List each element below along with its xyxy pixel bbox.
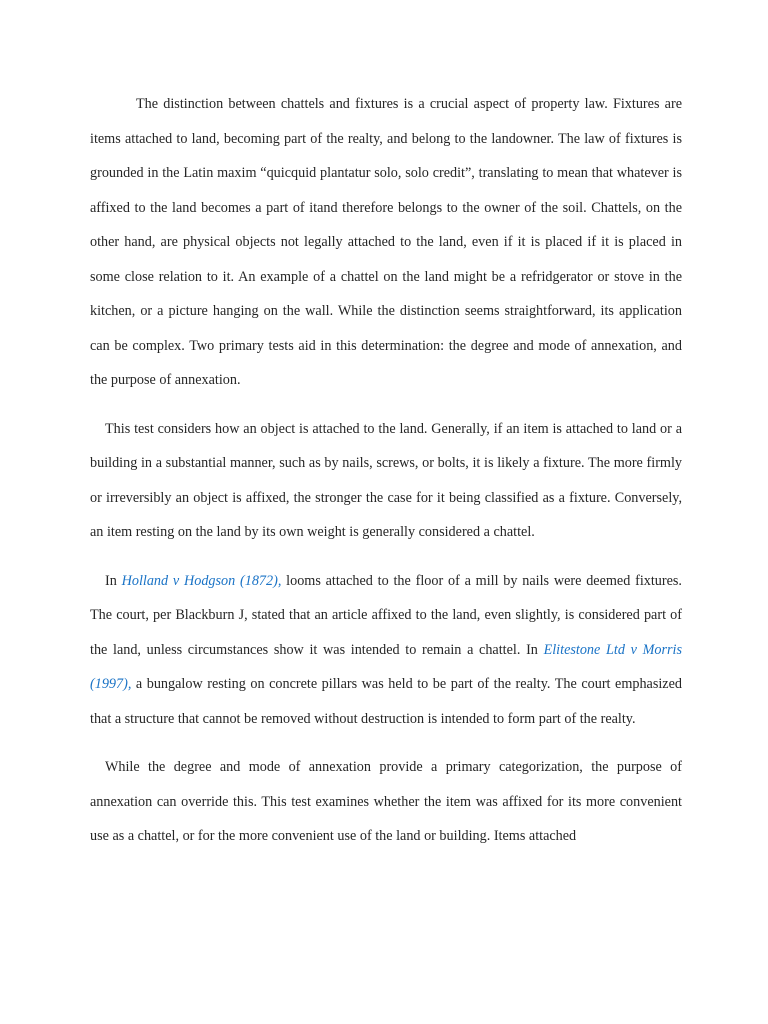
case-text-elitestone: a bungalow resting on concrete pillars was held to be part of the realty. The court emphasized that a structure that cannot be removed without destruction is intended to form part of the realty. (90, 676, 682, 727)
paragraph-degree-test: This test considers how an object is attached to the land. Generally, if an item is attached to land or a building in a substantial manner, such as by nails, screws, or bolts, it is likely a fixture. The more firmly or irreversibly an object is affixed, the stronger the case for it being classified as a fixture. Conversely, an item resting on the land by its own weight is generally considered a chattel. (90, 420, 682, 540)
paragraph-intro: The distinction between chattels and fixtures is a crucial aspect of property law. Fixtures are items attached to land, becoming part of the realty, and belong to the landowner. The law of fixtures is grounded in the Latin maxim “quicquid plantatur solo, solo credit”, translating to mean that whatever is affixed to the land becomes a part of itand therefore belongs to the owner of the soil. Chattels, on the other hand, are physical objects not legally attached to the land, even if it is placed if it is placed in some close relation to it. An example of a chattel on the land might be a refridgerator or stove in the kitchen, or a picture hanging on the wall. While the distinction seems straightforward, its application can be complex. Two primary tests aid in this determination: the degree and mode of annexation, and the purpose of annexation. (90, 96, 682, 388)
case-link-elitestone-v-morris[interactable]: Elitestone Ltd v Morris (1997), (90, 641, 682, 692)
document-body (90, 87, 682, 868)
paragraph-case-examples (90, 564, 682, 737)
case-link-holland-v-hodgson[interactable]: Holland v Hodgson (1872), (121, 572, 282, 589)
case-text-holland: looms attached to the floor of a mill by nails were deemed fixtures. The court, per Blackburn J, stated that an article affixed to the land, even slightly, is considered part of the land, unless circumstances show it was intended to remain a chattel. In (90, 572, 682, 658)
paragraph-purpose-test: While the degree and mode of annexation provide a primary categorization, the purpose of annexation can override this. This test examines whether the item was affixed for its more convenient use as a chattel, or for the more convenient use of the land or building. Items attached (90, 759, 682, 844)
case-text-intro: In (105, 572, 122, 589)
